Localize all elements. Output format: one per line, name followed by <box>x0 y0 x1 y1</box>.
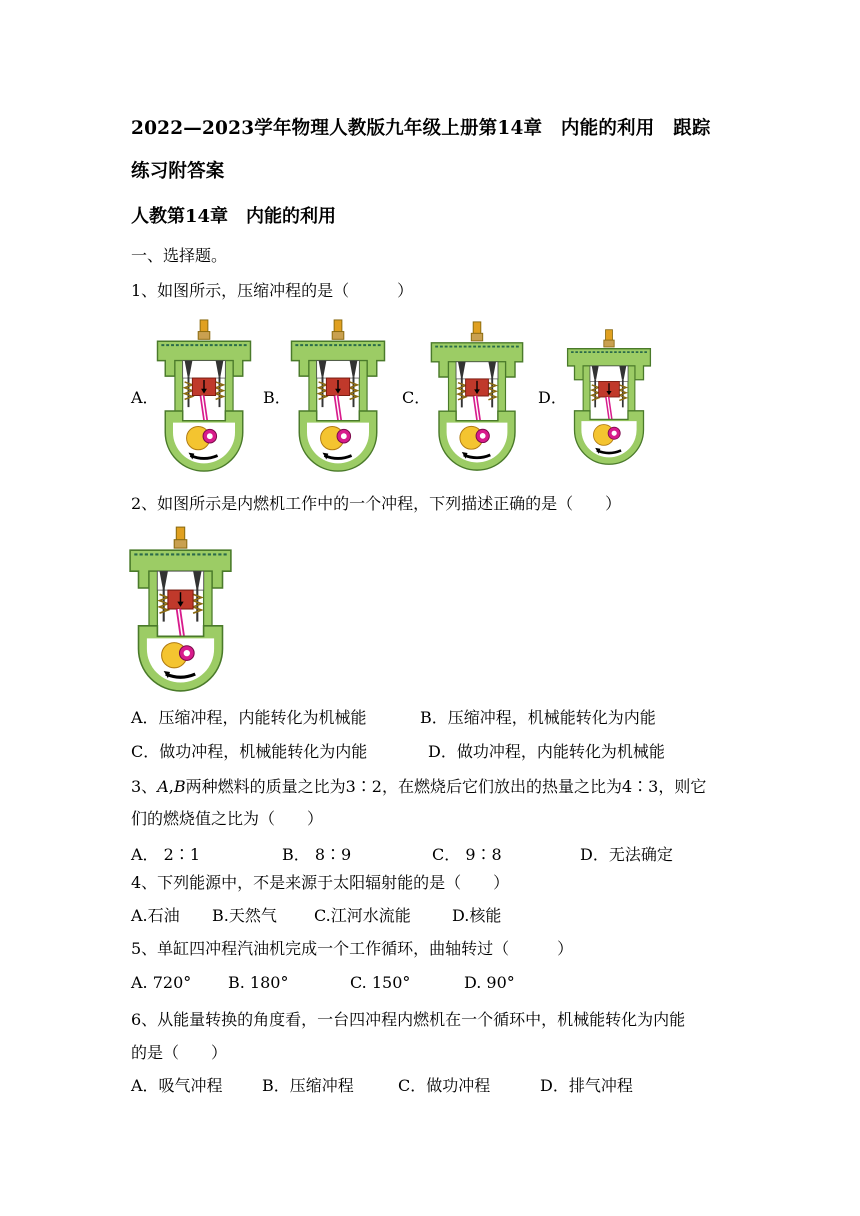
q4-option-b: B.天然气 <box>212 906 277 925</box>
q6-option-d: D．排气冲程 <box>540 1076 633 1095</box>
q4-option-d: D.核能 <box>452 906 502 925</box>
q5-option-c: C. 150° <box>350 973 411 992</box>
q6-option-b: B．压缩冲程 <box>262 1076 354 1095</box>
q6-stem-line-1: 6、从能量转换的角度看，一台四冲程内燃机在一个循环中，机械能转化为内能 <box>131 1010 686 1029</box>
q2-option-b: B．压缩冲程，机械能转化为内能 <box>420 708 656 727</box>
q5-option-b: B. 180° <box>228 973 289 992</box>
document-title-line-1: 2022—2023学年物理人教版九年级上册第14章 内能的利用 跟踪 <box>131 118 711 139</box>
document-title-line-2: 练习附答案 <box>131 161 225 182</box>
q3-option-c: C． 9∶8 <box>432 845 502 864</box>
q3-option-b: B． 8∶9 <box>282 845 352 864</box>
q1-label-c: C． <box>402 388 431 407</box>
q1-label-d: D． <box>538 388 567 407</box>
q3-stem-rest: 两种燃料的质量之比为3∶2，在燃烧后它们放出的热量之比为4∶3，则它 <box>185 777 707 796</box>
chapter-heading: 人教第14章 内能的利用 <box>131 206 337 227</box>
q1-label-b: B． <box>263 388 291 407</box>
q1-label-a: A． <box>131 388 159 407</box>
q1-figure-b-engine-image <box>289 318 387 473</box>
q4-stem: 4、下列能源中，不是来源于太阳辐射能的是（ ） <box>131 873 510 892</box>
q4-option-c: C.江河水流能 <box>314 906 411 925</box>
q3-stem-line-1: 3、A,B两种燃料的质量之比为3∶2，在燃烧后它们放出的热量之比为4∶3，则它 <box>131 777 707 796</box>
section-heading: 一、选择题。 <box>131 246 228 265</box>
q3-stem-line-2: 们的燃烧值之比为（ ） <box>131 809 324 828</box>
q3-var-a: A <box>157 777 169 796</box>
q2-option-a: A．压缩冲程，内能转化为机械能 <box>131 708 367 727</box>
q5-stem: 5、单缸四冲程汽油机完成一个工作循环，曲轴转过（ ） <box>131 939 574 958</box>
q3-var-separator: , <box>168 777 174 796</box>
q6-stem-line-2: 的是（ ） <box>131 1043 228 1062</box>
q2-option-d: D．做功冲程，内能转化为机械能 <box>428 742 665 761</box>
q2-figure-engine-image <box>128 522 233 696</box>
q3-option-d: D．无法确定 <box>580 845 673 864</box>
q6-option-a: A．吸气冲程 <box>131 1076 223 1095</box>
q1-figure-a-engine-image <box>155 318 253 473</box>
q3-option-a: A． 2∶1 <box>131 845 201 864</box>
q6-option-c: C．做功冲程 <box>398 1076 491 1095</box>
q5-option-d: D. 90° <box>464 973 515 992</box>
q5-option-a: A. 720° <box>131 973 192 992</box>
q3-var-b: B <box>173 777 186 796</box>
q2-option-c: C．做功冲程，机械能转化为内能 <box>131 742 368 761</box>
q1-figure-c-engine-image <box>428 320 526 472</box>
q4-option-a: A.石油 <box>131 906 180 925</box>
q1-stem: 1、如图所示，压缩冲程的是（ ） <box>131 281 414 300</box>
q1-figure-d-engine-image <box>565 328 653 466</box>
q2-stem: 2、如图所示是内燃机工作中的一个冲程，下列描述正确的是（ ） <box>131 494 622 513</box>
